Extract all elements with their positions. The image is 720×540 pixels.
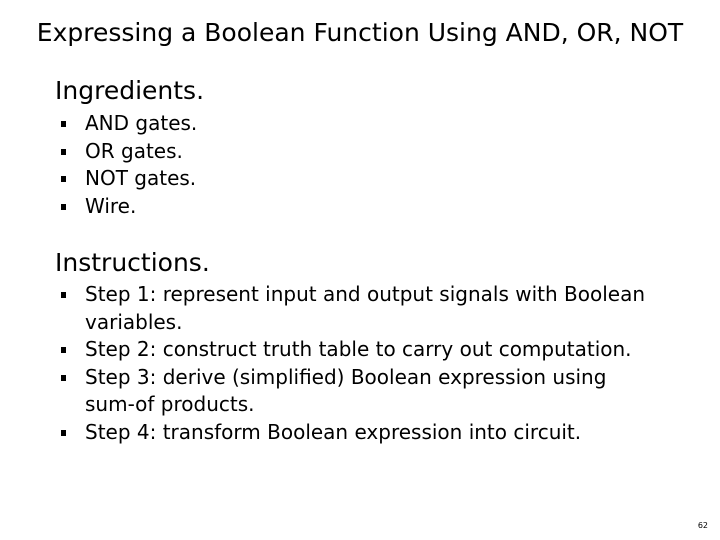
list-item-text: Wire. <box>85 193 137 218</box>
instructions-heading: Instructions. <box>55 248 210 277</box>
list-item <box>58 364 658 419</box>
list-item <box>58 281 658 336</box>
square-bullet-icon <box>61 292 66 298</box>
list-item <box>58 165 658 193</box>
square-bullet-icon <box>61 149 66 155</box>
list-item-text: Step 1: represent input and output signals with Boolean variables. <box>85 282 646 334</box>
list-item-text: NOT gates. <box>85 166 197 190</box>
list-item <box>58 193 658 221</box>
ingredients-list <box>58 110 658 220</box>
ingredients-heading: Ingredients. <box>55 76 205 105</box>
list-item-text: Step 3: derive (simplified) Boolean expression using sum-of products. <box>85 364 607 416</box>
square-bullet-icon <box>61 430 66 436</box>
list-item <box>58 138 658 166</box>
list-item-text: OR gates. <box>85 138 183 163</box>
square-bullet-icon <box>61 375 66 381</box>
square-bullet-icon <box>61 121 66 127</box>
page-number: 62 <box>697 521 708 530</box>
instructions-list <box>58 281 658 446</box>
slide-title: Expressing a Boolean Function Using AND, OR, NOT <box>36 18 684 47</box>
list-item-text: Step 2: construct truth table to carry out computation. <box>85 337 632 361</box>
square-bullet-icon <box>61 176 66 182</box>
list-item <box>58 336 658 364</box>
square-bullet-icon <box>61 204 66 210</box>
square-bullet-icon <box>61 347 66 353</box>
list-item <box>58 419 658 447</box>
list-item-text: Step 4: transform Boolean expression into circuit. <box>85 419 582 444</box>
list-item <box>58 110 658 138</box>
list-item-text: AND gates. <box>85 111 198 135</box>
